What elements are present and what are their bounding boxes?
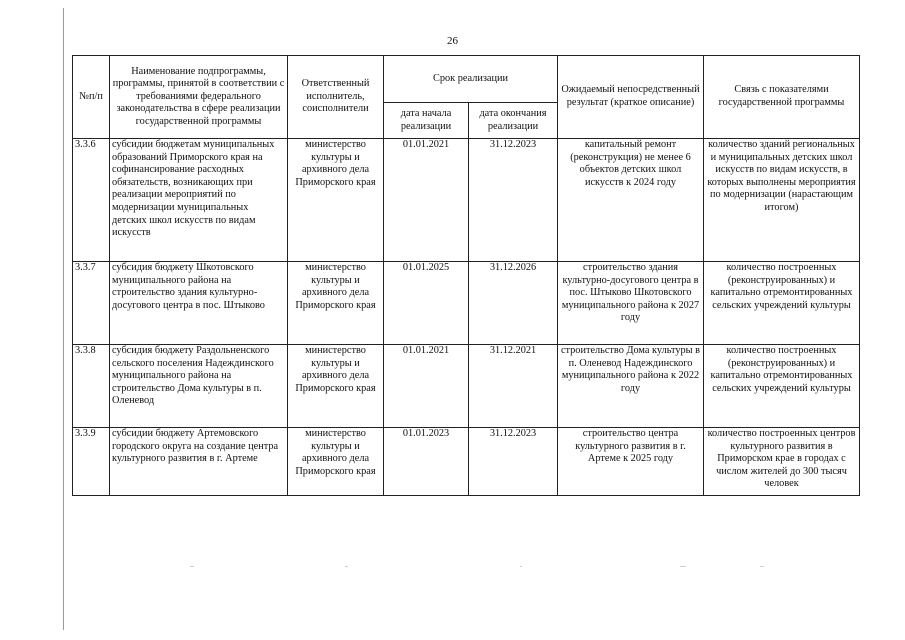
row-num: 3.3.8: [73, 345, 110, 428]
row-end-date: 31.12.2021: [469, 345, 558, 428]
scan-speck: [190, 566, 194, 567]
row-num: 3.3.9: [73, 428, 110, 496]
table-row: [73, 139, 860, 262]
row-end-date: 31.12.2023: [469, 428, 558, 496]
row-link: количество построенных (реконструированных) и капитально отремонтированных сельских учреждений культуры: [704, 345, 860, 428]
header-link: Связь с показателями государственной программы: [704, 56, 860, 139]
page-number: 26: [447, 35, 458, 47]
row-result: строительство центра культурного развития в г. Артеме к 2025 году: [558, 428, 704, 496]
row-name: субсидия бюджету Раздольненского сельского поселения Надеждинского муниципального района на строительство Дома культуры в п. Оленевод: [110, 345, 288, 428]
scan-speck: [680, 566, 686, 567]
row-num: 3.3.6: [73, 139, 110, 262]
scan-speck: [760, 566, 764, 567]
row-start-date: 01.01.2021: [384, 139, 469, 262]
row-end-date: 31.12.2023: [469, 139, 558, 262]
row-result: капитальный ремонт (реконструкция) не менее 6 объектов детских школ искусств к 2024 году: [558, 139, 704, 262]
row-name: субсидии бюджету Артемовского городского округа на создание центра культурного развития в г. Артеме: [110, 428, 288, 496]
header-period-end: дата окончания реализации: [469, 103, 558, 139]
header-period-start: дата начала реализации: [384, 103, 469, 139]
row-name: субсидия бюджету Шкотовского муниципального района на строительство здания культурно-досугового центра в пос. Штыково: [110, 262, 288, 345]
row-link: количество построенных (реконструированных) и капитально отремонтированных сельских учреждений культуры: [704, 262, 860, 345]
scan-speck: [345, 566, 348, 567]
row-responsible: министерство культуры и архивного дела Приморского края: [288, 345, 384, 428]
table-row: [73, 345, 860, 428]
row-result: строительство Дома культуры в п. Оленевод Надеждинского муниципального района к 2022 году: [558, 345, 704, 428]
row-link: количество зданий региональных и муниципальных детских школ искусств по видам искусств, в которых выполнены мероприятия по модернизации (нарастающим итогом): [704, 139, 860, 262]
row-start-date: 01.01.2025: [384, 262, 469, 345]
header-result: Ожидаемый непосредственный результат (краткое описание): [558, 56, 704, 139]
row-name: субсидии бюджетам муниципальных образований Приморского края на софинансирование расходных обязательств, возникающих при реализации мероприятий по модернизации муниципальных детских школ искусств по видам искусств: [110, 139, 288, 262]
header-period: Срок реализации: [384, 56, 558, 103]
row-start-date: 01.01.2023: [384, 428, 469, 496]
row-responsible: министерство культуры и архивного дела Приморского края: [288, 262, 384, 345]
header-responsible: Ответственный исполнитель, соисполнители: [288, 56, 384, 139]
row-responsible: министерство культуры и архивного дела Приморского края: [288, 428, 384, 496]
table-header-row: [73, 56, 860, 103]
table-row: [73, 428, 860, 496]
row-result: строительство здания культурно-досугового центра в пос. Штыково Шкотовского муниципального района к 2027 году: [558, 262, 704, 345]
row-end-date: 31.12.2026: [469, 262, 558, 345]
row-start-date: 01.01.2021: [384, 345, 469, 428]
row-link: количество построенных центров культурного развития в Приморском крае в городах с числом жителей до 300 тысяч человек: [704, 428, 860, 496]
page-margin-line: [63, 8, 64, 630]
row-num: 3.3.7: [73, 262, 110, 345]
table-row: [73, 262, 860, 345]
scan-speck: [520, 566, 522, 567]
header-num: №п/п: [73, 56, 110, 139]
header-name: Наименование подпрограммы, программы, принятой в соответствии с требованиями федерального законодательства в сфере реализации государственной программы: [110, 56, 288, 139]
row-responsible: министерство культуры и архивного дела Приморского края: [288, 139, 384, 262]
program-measures-table: [72, 55, 860, 496]
